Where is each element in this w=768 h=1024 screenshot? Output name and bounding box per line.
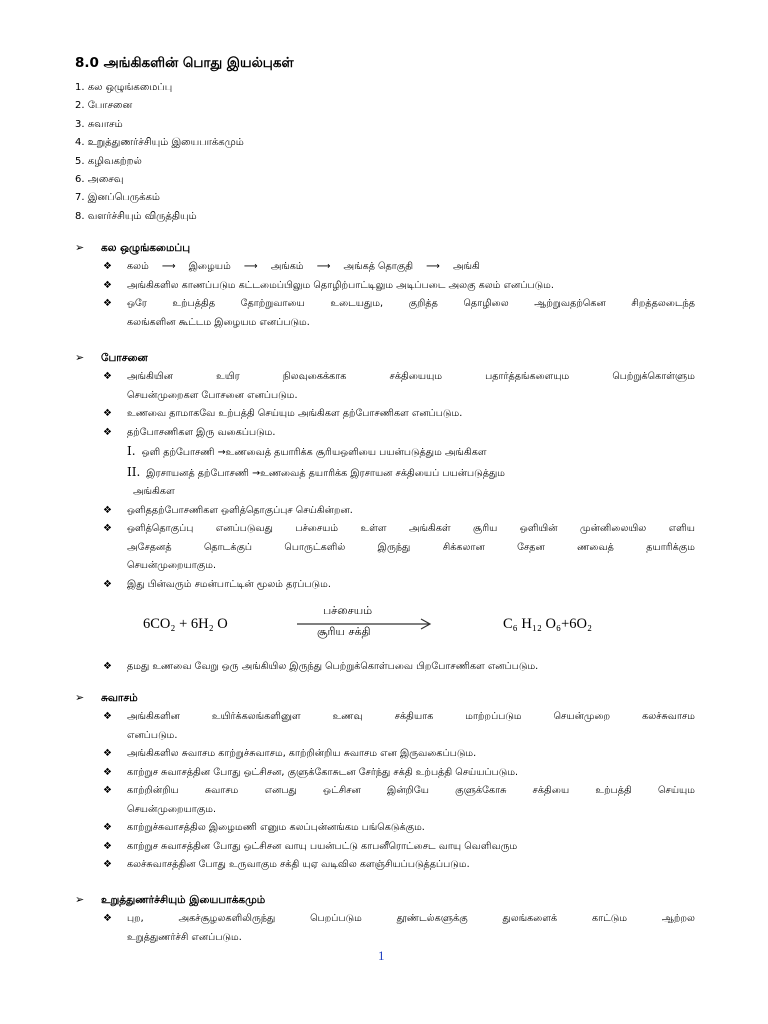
list-item: ❖ இது பின்வரும் சமன்பாட்டின் மூலம் தரப்படும. (75, 576, 695, 595)
list-item: ❖ புற, அகச்சூழலகளிலிருந்து பெறப்படும தூண்டல்களுக்கு துலங்களைக் காட்டும ஆற்றல உறுத்துணர்ச்சி எனப்படும. (75, 910, 695, 947)
arrow-bullet-icon: ➢ (75, 241, 85, 254)
list-item: ❖ ஒரே உற்பத்தித தோற்றுவாயை உடையதும, குறித்த தொழிலை ஆற்றுவதற்கென சிறத்தலடைந்த கலங்களின கூட்டம இழையம எனப்படும. (75, 295, 695, 332)
right-arrow-icon: ⟶ (161, 261, 176, 272)
table-of-contents (75, 79, 244, 226)
list-item: ❖ தமது உணவை வேறு ஒரு அங்கியில இருந்து பெற்றுக்கொள்பவை பிறபோசணிகள எனப்படும. (75, 658, 695, 677)
section-nutrition (75, 350, 695, 677)
list-item: ❖ தற்போசணிகள இரு வகைப்படும. (75, 424, 695, 443)
section-cell-organization (75, 240, 695, 332)
diamond-bullet-icon: ❖ (103, 578, 112, 590)
section-heading: ➢ சுவாசம் (75, 691, 138, 704)
diamond-bullet-icon: ❖ (103, 523, 112, 534)
list-item: ❖ உணவை தாமாகவே உற்பத்தி செய்யும அங்கிகள தற்போசணிகள எனப்படும. (75, 405, 695, 424)
right-arrow-icon: ⟶ (243, 261, 258, 272)
diamond-bullet-icon: ❖ (103, 913, 112, 924)
list-item: ❖ அங்கியின உயிர நிலவுகைக்காக சக்தியையும பதார்த்தங்களையும பெற்றுக்கொள்ளும செயன்முறைகள போசனை எனப்படும. (75, 368, 695, 405)
arrow-bullet-icon: ➢ (75, 691, 85, 704)
equation-reactants: 6CO₂ + 6H₂ O (143, 616, 228, 632)
arrow-bullet-icon: ➢ (75, 351, 85, 364)
diamond-bullet-icon: ❖ (103, 661, 112, 672)
diamond-bullet-icon: ❖ (103, 298, 112, 309)
diamond-bullet-icon: ❖ (103, 426, 112, 438)
autotroph-type: I. ஒளி தற்போசணி →உணவைத் தயாரிக்க சூரியஒளியை பயன்படுத்தும அங்கிகள (127, 444, 487, 458)
right-arrow-icon: ⟶ (316, 261, 331, 272)
diamond-bullet-icon: ❖ (103, 504, 112, 516)
section-heading: ➢ போசனை (75, 351, 148, 364)
photosynthesis-equation (75, 604, 695, 654)
toc-item: 8. வளர்ச்சியும் விருத்தியும் (75, 210, 197, 222)
toc-item: 1. கல ஒழுங்கமைப்பு (75, 82, 173, 93)
toc-item: 5. கழிவகற்றல் (75, 155, 142, 167)
autotroph-type-continuation: அங்கிகள (133, 486, 175, 497)
diamond-bullet-icon: ❖ (103, 766, 112, 778)
equation-condition-above: பச்சையம் (323, 604, 373, 617)
toc-item: 3. சுவாசம் (75, 118, 123, 130)
diamond-bullet-icon: ❖ (103, 785, 112, 796)
list-item: ❖ கலச்சுவாசத்தின போது உருவாகும சக்தி யுஏ வடிவில களஞ்சியப்படுத்தப்படும. (75, 856, 695, 875)
diamond-bullet-icon: ❖ (103, 371, 112, 382)
section-heading: ➢ கல ஒழுங்கமைப்பு (75, 241, 191, 254)
toc-item: 6. அசைவு (75, 174, 124, 186)
diamond-bullet-icon: ❖ (103, 279, 112, 291)
arrow-bullet-icon: ➢ (75, 893, 85, 906)
list-item: ❖ ஒளித்தொகுப்பு எனப்படுவது பச்சையம் உள்ள அங்கிகள் சூரிய ஒளியின் முன்னிலையில எளிய அசேதனத் தொடக்குப் பொருட்களில் இருந்து சிக்கலான சேதன ணவைத் தயாரிக்கும செயன்முறையாகும. (75, 520, 695, 576)
page-title: 8.0 அங்கிகளின் பொது இயல்புகள் (75, 55, 294, 71)
diamond-bullet-icon: ❖ (103, 261, 112, 272)
diamond-bullet-icon: ❖ (103, 408, 112, 419)
page-number: 1 (378, 948, 385, 963)
diamond-bullet-icon: ❖ (103, 748, 112, 759)
list-item: ❖ காற்றுச்சுவாசத்தில இழைமணி எனும கலப்புன்னங்கம பங்கெடுக்கும. (75, 819, 695, 838)
list-item: ❖ அங்கிகளில காணப்படும கட்டமைப்பிலும தொழிற்பாட்டிலும அடிப்படை அலகு கலம் எனப்படும. (75, 277, 695, 296)
list-item: ❖ காற்றுச சுவாசத்தின போது ஒட்சிசன, குளுக்கோசுடன சேர்ந்து சக்தி உற்பத்தி செய்யப்படும. (75, 764, 695, 783)
section-heading: ➢ உறுத்துணர்ச்சியும் இயைபாக்கமும் (75, 893, 266, 906)
hierarchy-flow: ❖ கலம் ⟶ இழையம் ⟶ அங்கம் ⟶ அங்கத் தொகுதி ⟶ அங்கி (75, 258, 695, 277)
equation-products: C₆ H₁₂ O₆+6O₂ (503, 616, 593, 632)
diamond-bullet-icon: ❖ (103, 711, 112, 722)
list-item: ❖ காற்றின்றிய சுவாசம எனபது ஒட்சிசன இன்றியே குளுக்கோசு சக்தியை உற்பத்தி செய்யும செயன்முறையாகும. (75, 782, 695, 819)
section-irritability (75, 892, 695, 947)
right-arrow-icon: ⟶ (426, 261, 440, 272)
diamond-bullet-icon: ❖ (103, 859, 112, 870)
toc-item: 2. போசனை (75, 100, 133, 112)
toc-item: 7. இனப்பெருக்கம் (75, 192, 160, 204)
list-item: ❖ அங்கிகளில சுவாசம காற்றுச்சுவாசம, காற்றின்றிய சுவாசம என இருவகைப்படும. (75, 745, 695, 764)
equation-condition-below: சூரிய சக்தி (317, 625, 371, 638)
section-respiration (75, 690, 695, 875)
diamond-bullet-icon: ❖ (103, 840, 112, 852)
list-item: ❖ ஒளிததற்போசணிகள ஒளித்தொகுப்புச செய்கின்றன. (75, 502, 695, 521)
diamond-bullet-icon: ❖ (103, 822, 112, 833)
toc-item: 4. உறுத்துணர்ச்சியும் இயைபாக்கமும் (75, 137, 244, 149)
list-item: ❖ அங்கிகளின உயிர்க்கலங்களினுள உணவு சக்தியாக மாற்றப்படும செயன்முறை கலச்சுவாசம எனப்படும. (75, 708, 695, 745)
autotroph-type: II. இரசாயனத் தற்போசணி →உணவைத் தயாரிக்க இரசாயன சக்தியைப் பயன்படுத்தும (127, 464, 505, 479)
list-item: ❖ காற்றுச சுவாசத்தின போது ஒட்சிசன வாயு பயன்பட்டு காபனீரொட்சைட வாயு வெளிவரும (75, 838, 695, 857)
